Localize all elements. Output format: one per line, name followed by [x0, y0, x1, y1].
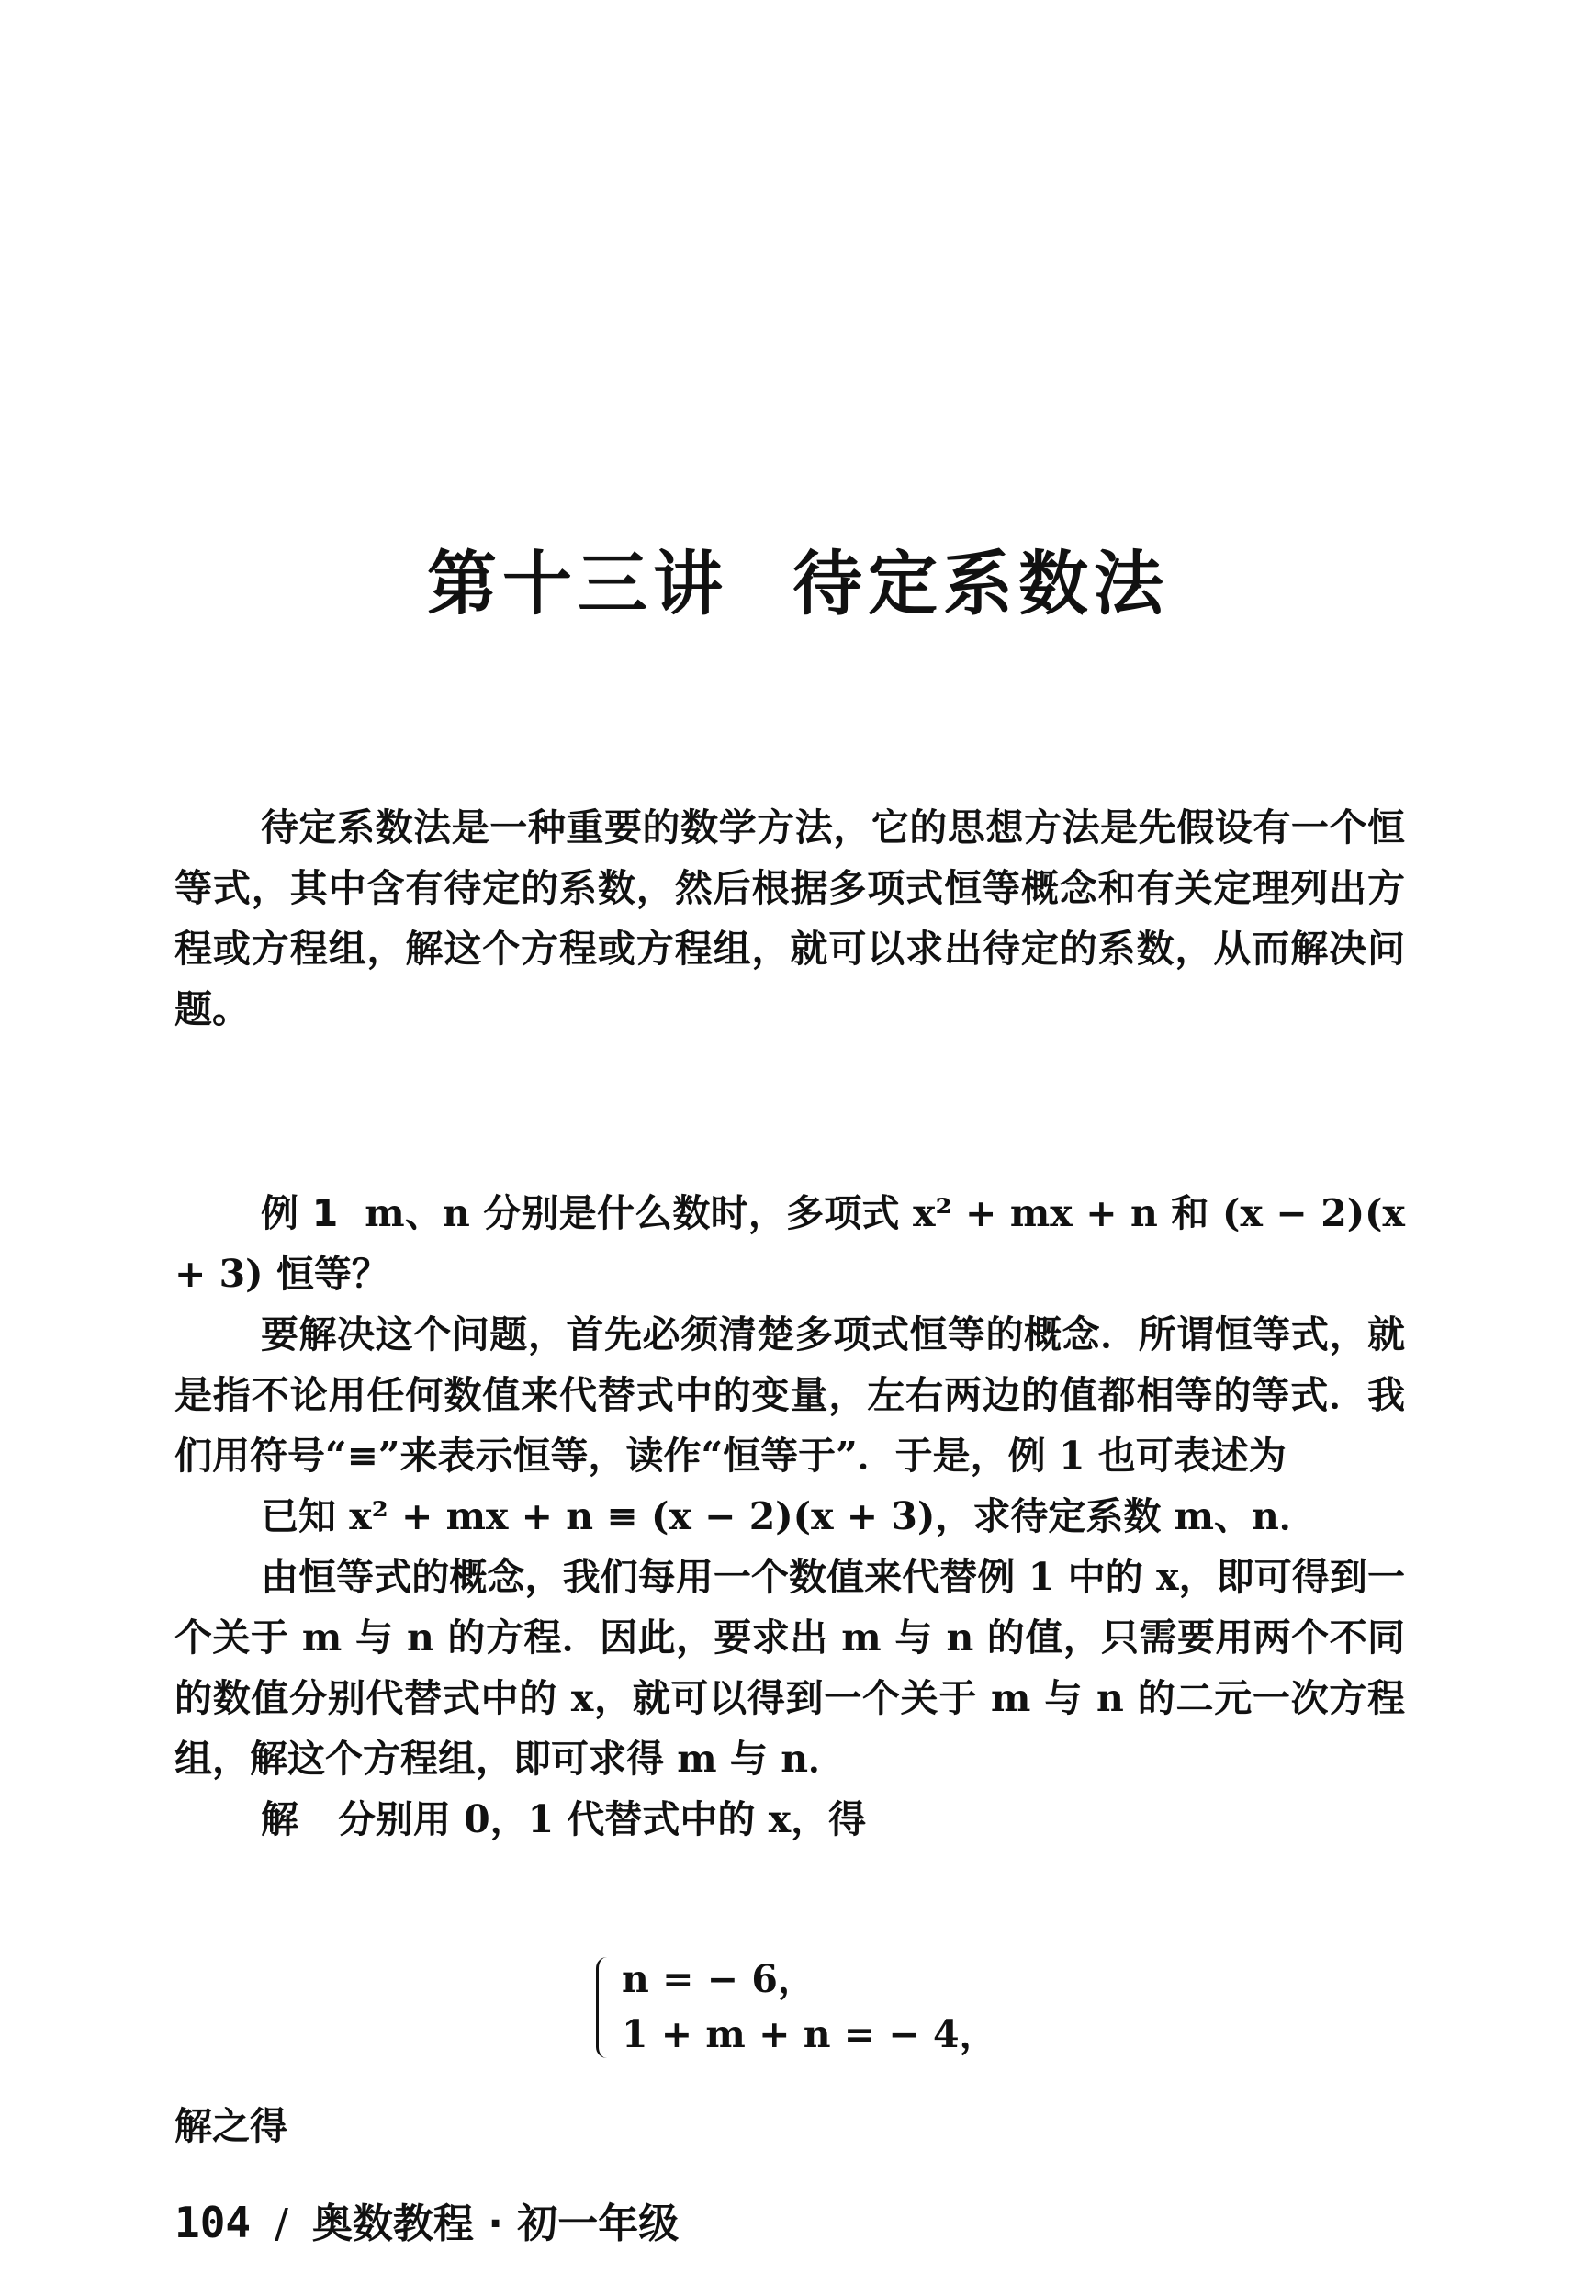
equation-row-1: n = − 6， — [622, 1957, 815, 2001]
book-title: 奥数教程 · 初一年级 — [311, 2200, 680, 2247]
example-label: 例 1 — [261, 1191, 339, 1235]
chapter-number: 第十三讲 — [427, 543, 728, 625]
example-question-paragraph — [174, 1183, 1405, 1304]
equation-system — [601, 1952, 997, 2062]
explanation-paragraph-3: 由恒等式的概念，我们每用一个数值来代替例 1 中的 x，即可得到一个关于 m 与 n 的方程．因此，要求出 m 与 n 的值，只需要用两个不同的数值分别代替式中的 x，就可以得到一个关于 m 与 n 的二元一次方程组，解这个方程组，即可求得 m 与 n． — [174, 1555, 1405, 1781]
intro-paragraph: 待定系数法是一种重要的数学方法，它的思想方法是先假设有一个恒等式，其中含有待定的系数，然后根据多项式恒等概念和有关定理列出方程或方程组，解这个方程或方程组，就可以求出待定的系数，从而解决问题。 — [174, 805, 1405, 1031]
solution-label: 解 — [261, 1797, 298, 1841]
example-section — [174, 1183, 1405, 1850]
intro-section — [174, 797, 1405, 1040]
page-number: 104 — [174, 2198, 252, 2247]
page-footer — [174, 2190, 679, 2249]
footer-separator: / — [275, 2200, 288, 2247]
explanation-paragraph-2: 已知 x² + mx + n ≡ (x − 2)(x + 3)，求待定系数 m、n． — [261, 1494, 1317, 1538]
equation-row-2: 1 + m + n = − 4， — [622, 2012, 997, 2056]
solution-text: 分别用 0，1 代替式中的 x，得 — [337, 1797, 867, 1841]
left-brace-icon — [596, 1957, 613, 2058]
chapter-title — [0, 528, 1596, 628]
solution-paragraph — [174, 1789, 1405, 1850]
explanation-paragraph-1: 要解决这个问题，首先必须清楚多项式恒等的概念．所谓恒等式，就是指不论用任何数值来代替式中的变量，左右两边的值都相等的等式．我们用符号“≡”来表示恒等，读作“恒等于”．于是，例 1 也可表述为 — [174, 1312, 1405, 1478]
solve-result-text: 解之得 — [174, 2104, 287, 2148]
example-question: m、n 分别是什么数时，多项式 x² + mx + n 和 (x − 2)(x + 3) 恒等？ — [174, 1191, 1405, 1296]
chapter-name: 待定系数法 — [792, 543, 1169, 625]
